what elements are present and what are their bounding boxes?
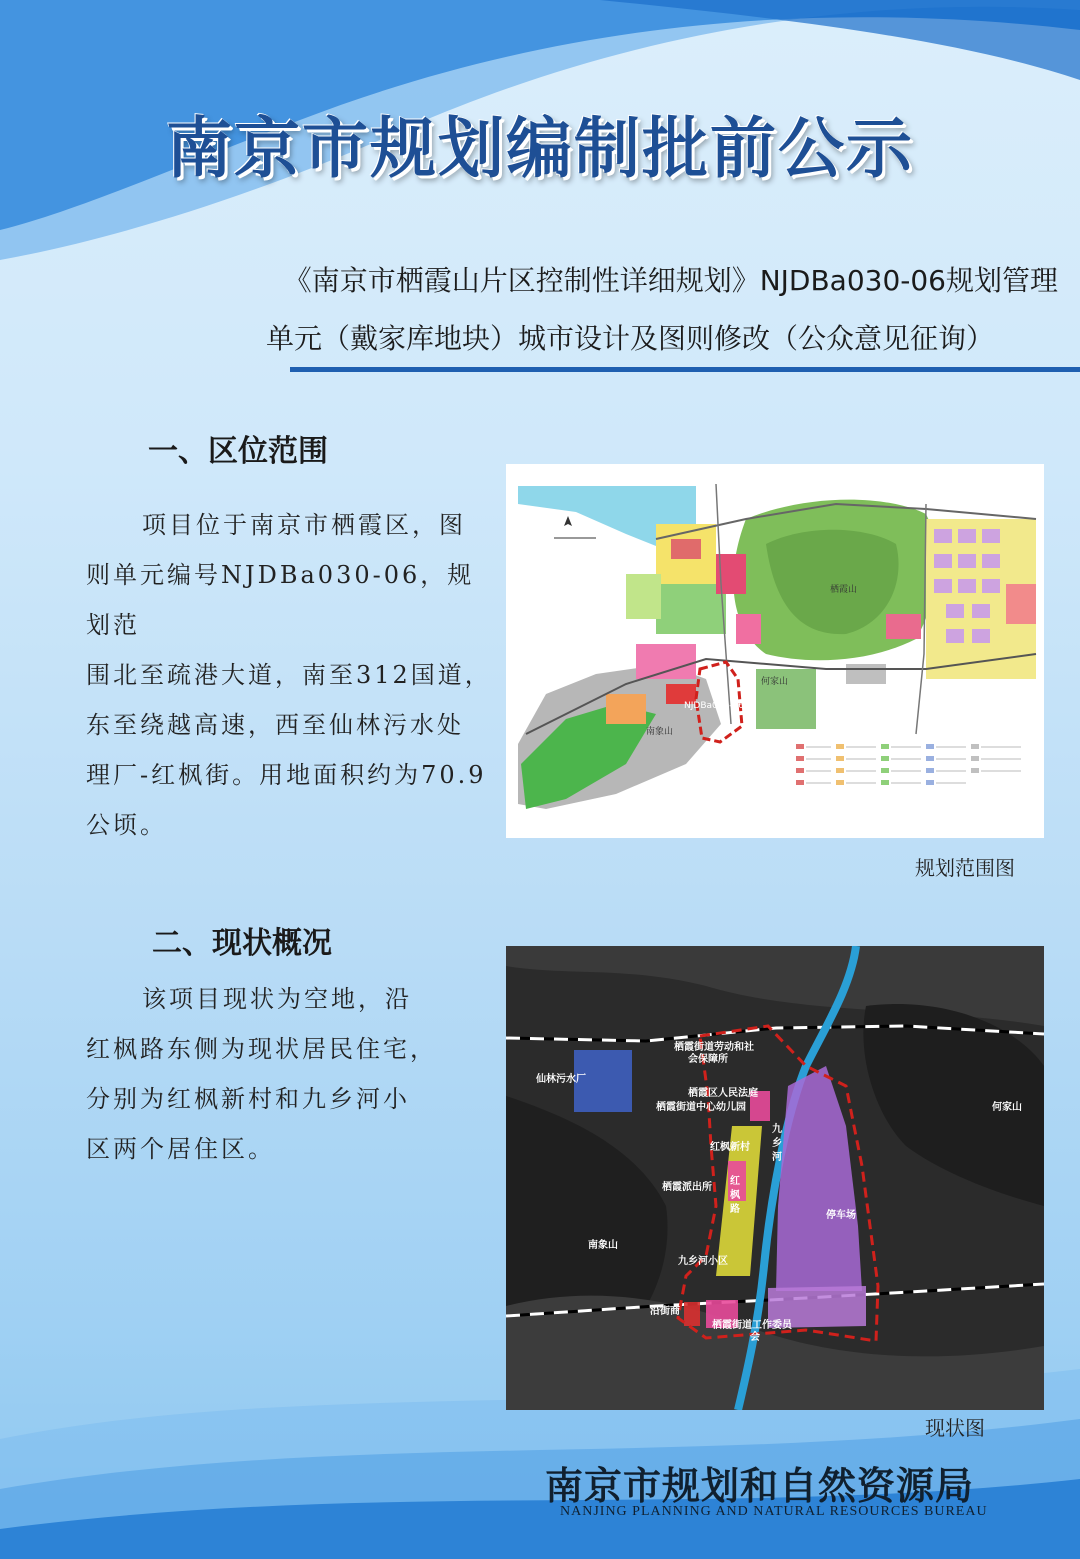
photo-label-road-1: 红 [730,1176,740,1187]
location-line: 理厂-红枫街。用地面积约为70.9 [86,761,487,789]
footer-organization-name-en: NANJING PLANNING AND NATURAL RESOURCES BUREAU [560,1504,988,1519]
photo-label-road-3: 路 [730,1204,740,1215]
map-label-hejia-mountain: 何家山 [761,677,789,687]
photo-label-labor-office-2: 会保障所 [688,1054,728,1065]
photo-label-nanxiang: 南象山 [588,1240,618,1251]
location-line: 东至绕越高速，西至仙林污水处 [86,711,464,739]
photo-label-hejia: 何家山 [992,1102,1022,1113]
map-label-nanxiang-mountain: 南象山 [646,727,674,737]
photo-label-hongfeng-village: 红枫新村 [710,1142,750,1153]
photo-label-river-3: 河 [772,1152,782,1163]
status-photo-caption: 现状图 [925,1416,985,1440]
photo-label-river-1: 九 [772,1124,782,1135]
photo-label-committee-2: 会 [750,1332,760,1343]
location-line: 公顷。 [86,811,167,839]
current-status-photo [506,946,1044,1410]
section-status-text [86,974,486,1174]
photo-label-street-shops: 沿街商 [650,1306,680,1317]
photo-label-river-2: 乡 [772,1138,782,1149]
planning-map-caption: 规划范围图 [915,856,1015,880]
location-line: 围北至疏港大道，南至312国道， [86,661,492,689]
status-line: 红枫路东侧为现状居民住宅， [86,1035,437,1063]
section-location-text [86,500,496,850]
map-legend [791,739,1031,809]
photo-label-kindergarten: 栖霞街道中心幼儿园 [656,1102,746,1113]
planning-scope-map [506,464,1044,838]
photo-label-sewage-plant: 仙林污水厂 [536,1074,586,1085]
project-subtitle [0,252,1070,368]
photo-label-parking: 停车场 [826,1210,856,1221]
photo-label-labor-office: 栖霞街道劳动和社 [674,1042,754,1053]
map-label-qixia-mountain: 栖霞山 [830,585,858,595]
subtitle-line-1: 《南京市栖霞山片区控制性详细规划》NJDBa030-06规划管理 [283,264,1058,297]
photo-label-police: 栖霞派出所 [662,1182,712,1193]
section-status-heading: 二、现状概况 [152,926,332,961]
footer-organization-name: 南京市规划和自然资源局 [545,1463,975,1508]
section-location-heading: 一、区位范围 [148,434,328,469]
status-line: 该项目现状为空地，沿 [142,985,412,1013]
status-line: 分别为红枫新村和九乡河小 [86,1085,410,1113]
photo-label-road-2: 枫 [730,1190,740,1201]
page-title: 南京市规划编制批前公示 [166,109,914,187]
location-line: 项目位于南京市栖霞区，图 [142,511,466,539]
location-line: 则单元编号NJDBa030-06，规划范 [86,561,475,639]
status-line: 区两个居住区。 [86,1135,275,1163]
subtitle-line-2: 单元（戴家库地块）城市设计及图则修改（公众意见征询） [265,322,994,355]
photo-label-jiuxianghe-community: 九乡河小区 [678,1256,728,1267]
photo-label-court: 栖霞区人民法庭 [688,1088,758,1099]
subtitle-divider [290,367,1080,372]
photo-label-committee: 栖霞街道工作委员 [712,1320,792,1331]
map-label-unit-code: NJDBa030-06 [684,701,744,711]
